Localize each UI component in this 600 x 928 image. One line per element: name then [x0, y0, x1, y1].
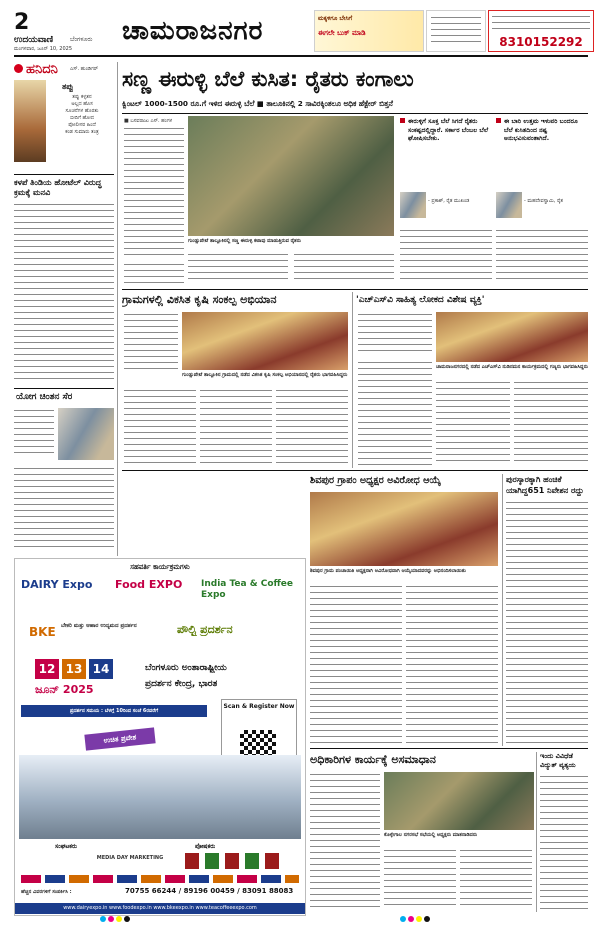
- quote-icon: [496, 118, 501, 123]
- yoga-body: [14, 466, 114, 552]
- top-ad-line2: ಈಗಲೇ ಬುಕ್ ಮಾಡಿ: [318, 29, 366, 37]
- gp-caption: ಶಿವಪುರ ಗ್ರಾಮ ಪಂಚಾಯಿತಿ ಅಧ್ಯಕ್ಷರಾಗಿ ಅವಿರೋಧವಾಗಿ ಆಯ್ಕೆಯಾದವರನ್ನು ಅಭಿನಂದಿಸಲಾಯಿತು: [310, 568, 466, 574]
- poem-image: [14, 80, 46, 162]
- left-story-headline: ಕಳಪೆ ತಿಂಡಿಯ ಹೋಟೆಲ್ ವಿರುದ್ಧ ಕ್ರಮಕ್ಕೆ ಮನವಿ: [14, 178, 102, 197]
- officials-photo: [384, 772, 534, 830]
- poem-body: [50, 94, 114, 136]
- expo-month: ಜೂನ್ 2025: [35, 683, 94, 696]
- tea-coffee-expo-logo: India Tea & Coffee Expo: [201, 579, 294, 600]
- top-ad-small-text: [431, 15, 481, 45]
- edition: ಬೆಂಗಳೂರು: [70, 36, 93, 43]
- agri-body-col4: [276, 388, 348, 466]
- cmyk-dot: [100, 916, 106, 922]
- cmyk-dot: [408, 916, 414, 922]
- venue-line1: ಬೆಂಗಳೂರು ಅಂತಾರಾಷ್ಟ್ರೀಯ: [145, 663, 227, 673]
- poem-title: ತಪ್ಪು: [62, 82, 74, 91]
- quote-box-2: [496, 118, 588, 224]
- lead-body-col1b: [124, 262, 184, 284]
- column-brand: ಹನಿದನಿ: [26, 62, 58, 77]
- hsv-body-col4: [514, 380, 588, 466]
- cmyk-dot: [416, 916, 422, 922]
- dairy-expo-logo: DAIRY Expo: [21, 579, 93, 591]
- column-author: ಎಸ್. ಹುಂಡಿಗರ್: [70, 66, 99, 72]
- registration-marks: [100, 916, 500, 924]
- kitchen-equipment-image: [19, 755, 301, 839]
- lead-body-col3: [294, 252, 394, 284]
- power-body: [540, 774, 588, 910]
- officials-headline: ಅಧಿಕಾರಿಗಳ ಕಾರ್ಯಕ್ಕೆ ಅಸಮಾಧಾನ: [310, 753, 436, 766]
- expo-advertisement: [14, 558, 306, 916]
- officials-caption: ಕೊಳ್ಳೇಗಾಲ ನಗರಸಭೆ ಸಭೆಯಲ್ಲಿ ಅಧ್ಯಕ್ಷರು ಮಾತನಾಡಿದರು: [384, 832, 478, 838]
- food-expo-logo: Food EXPO: [115, 579, 183, 591]
- top-ad-line1: ಮಕ್ಕಳಿಗೂ ಬೇಸಿಗೆ: [318, 15, 353, 22]
- masthead-rule: [14, 55, 588, 57]
- website-bar: www.dairyexpo.in www.foodexpo.in www.bkeexpo.in www.teacoffeeexpo.com: [15, 903, 305, 914]
- cmyk-dot: [108, 916, 114, 922]
- agri-divider: [352, 292, 353, 468]
- award-headline: ಪುರಸ್ಕಾರಕ್ಕಾಗಿ ಹಂಚಿಕೆ ಯಾಗಿದ್ದ651 ನಿವೇಶನ ರದ್ದು: [506, 475, 584, 495]
- lead-subheadline: ಕ್ವಿಂಟಲ್ 1000-1500 ರೂ.ಗೆ ಇಳಿದ ಈರುಳ್ಳಿ ಬೆಲೆ ■ ತಾಲೂಕಿನಲ್ಲಿ 2 ಸಾವಿರಕ್ಕಿಂತಲೂ ಅಧಿಕ ಹೆಕ್ಟೇರ್ ಬಿತ್ತನೆ: [122, 99, 393, 108]
- page-number: 2: [14, 10, 30, 35]
- supporter-logos: [185, 853, 285, 869]
- agri-body-col2: [124, 388, 196, 466]
- hsv-body-col1: [358, 312, 432, 356]
- lead-photo-caption: ಗುಂಡ್ಲುಪೇಟೆ ತಾಲ್ಲೂಕಿನಲ್ಲಿ ಸಣ್ಣ ಈರುಳ್ಳಿ ಕಟಾವು ಮಾಡುತ್ತಿರುವ ರೈತರು: [188, 238, 301, 244]
- yoga-body-left: [14, 408, 54, 458]
- date-badge: 14: [89, 659, 113, 679]
- top-ad-middle: [314, 10, 424, 52]
- top-ad-phone: 8310152292: [499, 35, 583, 49]
- hsv-body-col2: [358, 360, 432, 466]
- district-title: ಚಾಮರಾಜನಗರ: [122, 16, 264, 46]
- yoga-photo: [58, 408, 114, 460]
- left-rule: [14, 174, 114, 175]
- quote-2-photo: [496, 192, 522, 218]
- bke-logo: BKE: [29, 625, 56, 639]
- venue-line2: ಪ್ರದರ್ಶನ ಕೇಂದ್ರ, ಭಾರತ: [145, 679, 218, 689]
- poem-line: ಅಲ್ಲದ ಹೊಸ: [71, 101, 93, 107]
- free-entry-badge: ಉಚಿತ ಪ್ರವೇಶ: [84, 727, 155, 750]
- quote-icon: [400, 118, 405, 123]
- gp-body-col1: [310, 584, 402, 744]
- date-badges: [35, 659, 115, 681]
- scan-label: Scan & Register Now: [223, 703, 295, 710]
- officials-body-col1: [310, 772, 380, 910]
- agri-body-col3: [200, 388, 272, 466]
- lead-headline: ಸಣ್ಣ ಈರುಳ್ಳಿ ಬೆಲೆ ಕುಸಿತ: ರೈತರು ಕಂಗಾಲು: [122, 67, 414, 91]
- agri-headline: ಗ್ರಾಮಗಳಲ್ಲಿ ವಿಕಸಿತ ಕೃಷಿ ಸಂಕಲ್ಪ ಅಭಿಯಾನ: [122, 293, 277, 306]
- cmyk-dot: [424, 916, 430, 922]
- date: ಮಂಗಳವಾರ, ಜೂನ್ 10, 2025: [14, 46, 72, 52]
- gp-divider: [502, 474, 503, 746]
- lead-body-col2: [188, 252, 288, 284]
- top-ad-right-text: [492, 14, 590, 32]
- mid-rule: [122, 470, 588, 471]
- honey-icon: [14, 64, 23, 73]
- date-badge: 13: [62, 659, 86, 679]
- gp-photo: [310, 492, 498, 566]
- organisers-label: ಸಂಘಟಕರು: [55, 843, 78, 850]
- poultry-logo: ಪೌಲ್ಟ್ರಿ ಪ್ರದರ್ಶನ: [177, 623, 233, 636]
- yoga-headline: ಯೋಗ ಚಿಂತನ ಸೆರ: [16, 392, 73, 402]
- date-badge: 12: [35, 659, 59, 679]
- hsv-photo: [436, 312, 588, 362]
- cmyk-dot: [124, 916, 130, 922]
- quote-1-photo: [400, 192, 426, 218]
- agri-caption: ಗುಂಡ್ಲುಪೇಟೆ ತಾಲ್ಲೂಕಿನ ಗ್ರಾಮದಲ್ಲಿ ನಡೆದ ವಿಕಸಿತ ಕೃಷಿ ಸಂಕಲ್ಪ ಅಭಿಯಾನದಲ್ಲಿ ರೈತರು ಭಾಗವಹಿಸಿದ್ದರು: [182, 372, 348, 378]
- masthead: [14, 10, 588, 52]
- power-headline: ಇಂದು ವಿವಿಧೆಡೆ ವಿದ್ಯುತ್ ವ್ಯತ್ಯಯ: [540, 752, 576, 769]
- quote-2-attribution: - ಮಹದೇವಸ್ವಾಮಿ, ರೈತ: [524, 198, 563, 204]
- ad-header: ಸಹವರ್ತಿ ಕಾರ್ಯಕ್ರಮಗಳು: [130, 563, 190, 571]
- lead-bottom-rule: [122, 289, 588, 290]
- sponsor-strip: [21, 875, 299, 883]
- timing-bar: ಪ್ರದರ್ಶನ ಸಮಯ : ಬೆಳಗ್ಗೆ 10ರಿಂದ ಸಂಜೆ 6ರವರೆಗೆ: [21, 705, 207, 717]
- award-body: [506, 500, 588, 744]
- lead-photo: [188, 116, 394, 236]
- top-ad-right: [488, 10, 594, 52]
- quote-2-text: ಈ ಬಾರಿ ಉತ್ತಮ ಇಳುವರಿ ಬಂದರೂ ಬೆಲೆ ಕುಸಿತದಿಂದ ನಷ್ಟ ಅನುಭವಿಸುವಂತಾಗಿದೆ.: [504, 118, 578, 142]
- contact-phone: 70755 66244 / 89196 00459 / 83091 88083: [125, 887, 294, 895]
- agri-photo: [182, 312, 348, 370]
- lead-body-col4: [400, 228, 492, 284]
- hsv-caption: ಚಾಮರಾಜನಗರದಲ್ಲಿ ನಡೆದ ಎಚ್‌ಎಸ್‌ವಿ ನುಡಿನಮನ ಕಾರ್ಯಕ್ರಮದಲ್ಲಿ ಗಣ್ಯರು ಭಾಗವಹಿಸಿದ್ದರು: [436, 364, 588, 370]
- gp-body-col2: [406, 584, 498, 744]
- lead-body-col1: [124, 126, 184, 258]
- officials-body-col2: [384, 848, 456, 910]
- lead-rule: [122, 113, 588, 114]
- media-day-logo: MEDIA DAY MARKETING: [96, 855, 164, 861]
- poem-line: ಬೀದಿಗೆ ಹೋದ: [69, 115, 95, 121]
- quote-1-attribution: - ಪ್ರಕಾಶ್, ರೈತ ಮುಖಂಡ: [428, 198, 470, 204]
- supporters-label: ಪೋಷಕರು: [195, 843, 216, 850]
- poem-line: ಸೂಚನೆಗಳ ಹೊರತು: [65, 108, 99, 114]
- lead-body-col5: [496, 228, 588, 284]
- top-ad-small: [426, 10, 486, 52]
- paper-name: ಉದಯವಾಣಿ: [14, 35, 54, 45]
- left-column: [14, 62, 114, 556]
- quote-1-text: ಈರುಳ್ಳಿಗೆ ಸೂಕ್ತ ಬೆಲೆ ಸಿಗದೆ ರೈತರು ಸಂಕಷ್ಟದಲ್ಲಿದ್ದಾರೆ. ಸರ್ಕಾರ ಬೆಂಬಲ ಬೆಲೆ ಘೋಷಿಸಬೇಕು.: [408, 118, 489, 142]
- bke-text: ಬೇಕರಿ ಮತ್ತು ಆಹಾರ ಉದ್ಯಮದ ಪ್ರದರ್ಶನ: [61, 623, 137, 629]
- agri-body-col1: [124, 312, 178, 370]
- gp-headline: ಶಿವಪುರ ಗ್ರಾಪಂ ಅಧ್ಯಕ್ಷರ ಅವಿರೋಧ ಆಯ್ಕೆ: [310, 475, 441, 486]
- cmyk-dot: [116, 916, 122, 922]
- lower-rule: [310, 748, 588, 749]
- poem-line: ಪೋಲೀಸರ ಹಿಂದೆ: [68, 122, 96, 128]
- quote-box-1: [400, 118, 492, 224]
- hsv-body-col3: [436, 380, 510, 466]
- left-column-divider: [117, 62, 118, 556]
- officials-body-col3: [460, 848, 532, 910]
- left-story-body: [14, 202, 114, 382]
- poem-line: ತಪ್ಪು ಕಳ್ಳತನ: [72, 94, 92, 100]
- left-rule-2: [14, 388, 114, 389]
- poem-line: ಕಂಡ ಸುಮಾರು ತಂತ್ರ: [65, 129, 99, 135]
- cmyk-dot: [400, 916, 406, 922]
- hsv-headline: 'ಎಚ್‌ಎಸ್‌ವಿ ಸಾಹಿತ್ಯ ಲೋಕದ ವಿಶೇಷ ವ್ಯಕ್ತಿ': [356, 295, 485, 305]
- officials-divider: [536, 752, 537, 912]
- contact-label: ಹೆಚ್ಚಿನ ವಿವರಗಳಿಗೆ ಸಂಪರ್ಕಿಸಿ :: [21, 889, 72, 895]
- lead-byline: ■ ಬಸವರಾಜು ಎಸ್. ಹಂಗಳ: [124, 118, 173, 124]
